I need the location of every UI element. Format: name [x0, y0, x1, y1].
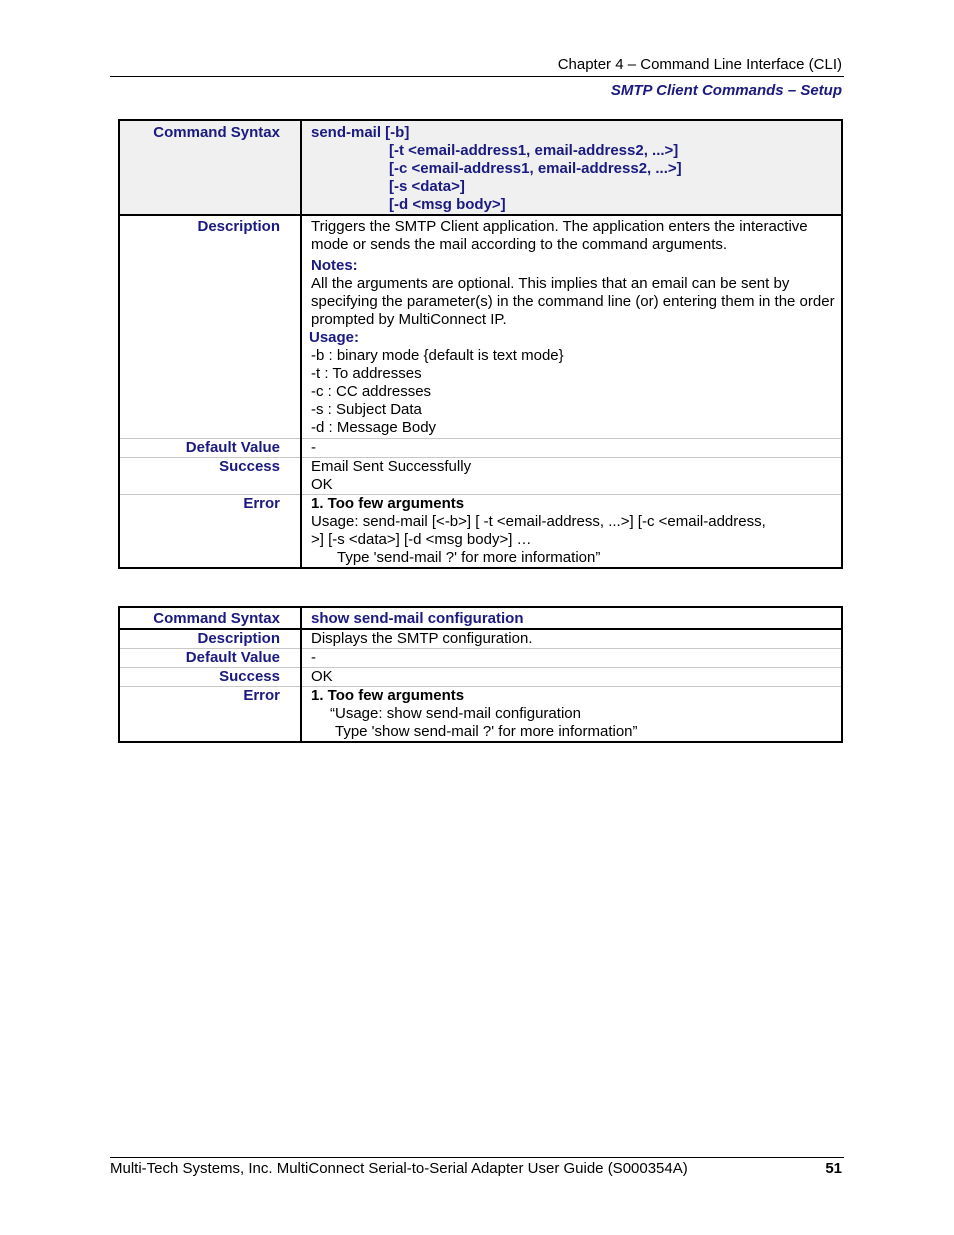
success-row	[119, 668, 842, 687]
success-value	[301, 458, 842, 495]
success-value: OK	[301, 668, 842, 687]
default-value-value: -	[301, 439, 842, 458]
page-number: 51	[825, 1160, 842, 1177]
footer-text: Multi-Tech Systems, Inc. MultiConnect Serial-to-Serial Adapter User Guide (S000354A)	[110, 1160, 688, 1177]
error-title: 1. Too few arguments	[311, 687, 465, 704]
error-value	[301, 495, 842, 569]
default-value-value: -	[301, 649, 842, 668]
command-syntax-row	[119, 607, 842, 629]
syntax-line: send-mail [-b]	[311, 124, 410, 141]
running-header-chapter: Chapter 4 – Command Line Interface (CLI)	[557, 56, 842, 73]
success-row	[119, 458, 842, 495]
error-line: >] [-s <data>] [-d <msg body>] …	[311, 531, 532, 548]
command-syntax-label: Command Syntax	[119, 120, 301, 215]
error-value	[301, 687, 842, 743]
usage-line: -d : Message Body	[311, 419, 437, 436]
description-label: Description	[119, 629, 301, 649]
error-line: Type 'send-mail ?' for more information”	[337, 549, 601, 566]
description-value	[301, 215, 842, 439]
command-syntax-value	[301, 120, 842, 215]
success-line: Email Sent Successfully	[311, 458, 472, 475]
default-value-label: Default Value	[119, 439, 301, 458]
default-value-label: Default Value	[119, 649, 301, 668]
usage-heading: Usage:	[309, 329, 360, 346]
error-row	[119, 495, 842, 569]
description-row	[119, 629, 842, 649]
footer-rule	[110, 1157, 844, 1158]
usage-line: -c : CC addresses	[311, 383, 432, 400]
command-syntax-label: Command Syntax	[119, 607, 301, 629]
success-label: Success	[119, 668, 301, 687]
success-line: OK	[311, 476, 333, 493]
error-label: Error	[119, 495, 301, 569]
description-label: Description	[119, 215, 301, 439]
error-title: 1. Too few arguments	[311, 495, 465, 512]
usage-line: -s : Subject Data	[311, 401, 422, 418]
syntax-line: [-c <email-address1, email-address2, ...>]	[389, 160, 682, 177]
syntax-line: [-t <email-address1, email-address2, ...>]	[389, 142, 679, 159]
default-value-row	[119, 439, 842, 458]
command-syntax-row	[119, 120, 842, 215]
usage-line: -b : binary mode {default is text mode}	[311, 347, 564, 364]
notes-text: All the arguments are optional. This implies that an email can be sent by specifying the parameter(s) in the command line (or) entering them in the order prompted by MultiConnect IP.	[311, 275, 835, 328]
error-label: Error	[119, 687, 301, 743]
error-line: “Usage: show send-mail configuration	[330, 705, 581, 722]
running-header-section: SMTP Client Commands – Setup	[610, 82, 842, 99]
success-label: Success	[119, 458, 301, 495]
error-line: Type 'show send-mail ?' for more information”	[335, 723, 638, 740]
syntax-line: [-d <msg body>]	[389, 196, 506, 213]
command-syntax-value: show send-mail configuration	[301, 607, 842, 629]
usage-line: -t : To addresses	[311, 365, 422, 382]
error-line: Usage: send-mail [<-b>] [ -t <email-address, ...>] [-c <email-address,	[311, 513, 766, 530]
header-rule	[110, 76, 844, 77]
notes-heading: Notes:	[311, 257, 358, 274]
show-send-mail-command-table	[118, 606, 843, 743]
description-text: Triggers the SMTP Client application. The application enters the interactive mode or sends the mail according to the command arguments.	[311, 218, 808, 253]
error-row	[119, 687, 842, 743]
description-row	[119, 215, 842, 439]
description-value: Displays the SMTP configuration.	[311, 630, 533, 647]
default-value-row	[119, 649, 842, 668]
syntax-line: [-s <data>]	[389, 178, 465, 195]
send-mail-command-table	[118, 119, 843, 569]
